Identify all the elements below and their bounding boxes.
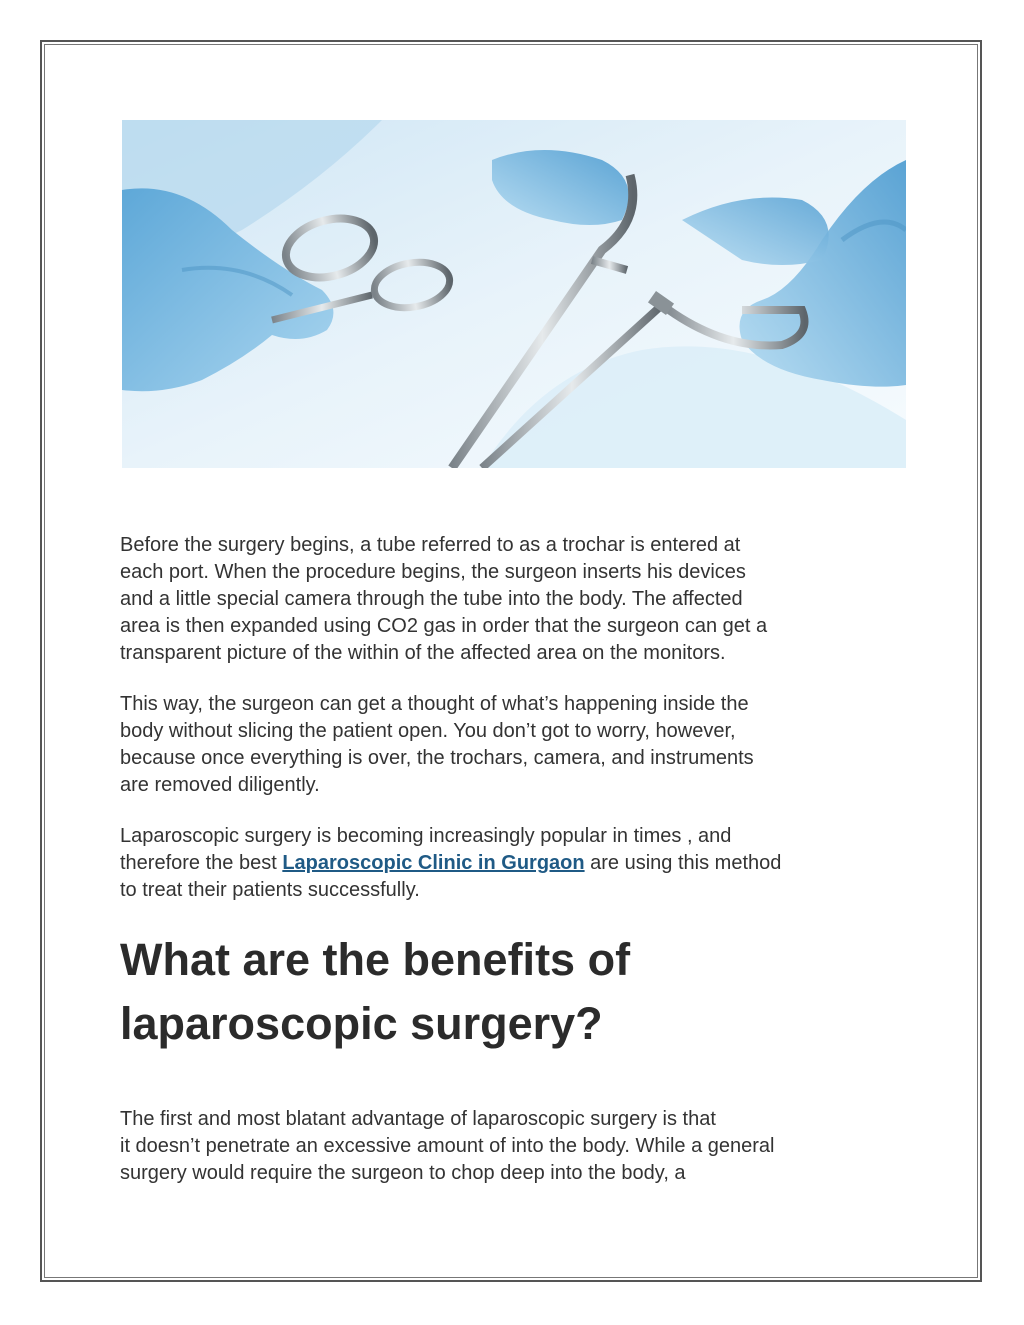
text-line: and a little special camera through the tube into the body. The affected xyxy=(120,588,743,610)
text-line: because once everything is over, the trochars, camera, and instruments xyxy=(120,747,754,769)
text-line: it doesn’t penetrate an excessive amount of into the body. While a general xyxy=(120,1135,775,1157)
paragraph-popularity xyxy=(120,823,910,904)
text-line-with-link xyxy=(120,850,910,877)
section-heading xyxy=(120,928,910,1056)
text-line: surgery would require the surgeon to chop deep into the body, a xyxy=(120,1162,686,1184)
text-line: to treat their patients successfully. xyxy=(120,879,420,901)
text-line: are removed diligently. xyxy=(120,774,320,796)
text-line: The first and most blatant advantage of laparoscopic surgery is that xyxy=(120,1108,716,1130)
text-fragment: therefore the best xyxy=(120,852,283,874)
text-line: transparent picture of the within of the affected area on the monitors. xyxy=(120,642,726,664)
text-line: area is then expanded using CO2 gas in order that the surgeon can get a xyxy=(120,615,768,637)
text-line: body without slicing the patient open. You don’t got to worry, however, xyxy=(120,720,736,742)
paragraph-benefits xyxy=(120,1106,910,1187)
surgical-hands-image xyxy=(122,120,906,468)
text-fragment: are using this method xyxy=(584,852,782,874)
heading-line: laparoscopic surgery? xyxy=(120,998,603,1049)
laparoscopic-clinic-link[interactable]: Laparoscopic Clinic in Gurgaon xyxy=(282,852,585,874)
text-line: Laparoscopic surgery is becoming increasingly popular in times , and xyxy=(120,825,732,847)
text-line: This way, the surgeon can get a thought of what’s happening inside the xyxy=(120,693,749,715)
article-body xyxy=(120,532,910,1211)
text-line: each port. When the procedure begins, the surgeon inserts his devices xyxy=(120,561,746,583)
heading-line: What are the benefits of xyxy=(120,934,631,985)
paragraph-trochar xyxy=(120,532,910,667)
paragraph-surgeon-view xyxy=(120,691,910,799)
text-line: Before the surgery begins, a tube referred to as a trochar is entered at xyxy=(120,534,741,556)
